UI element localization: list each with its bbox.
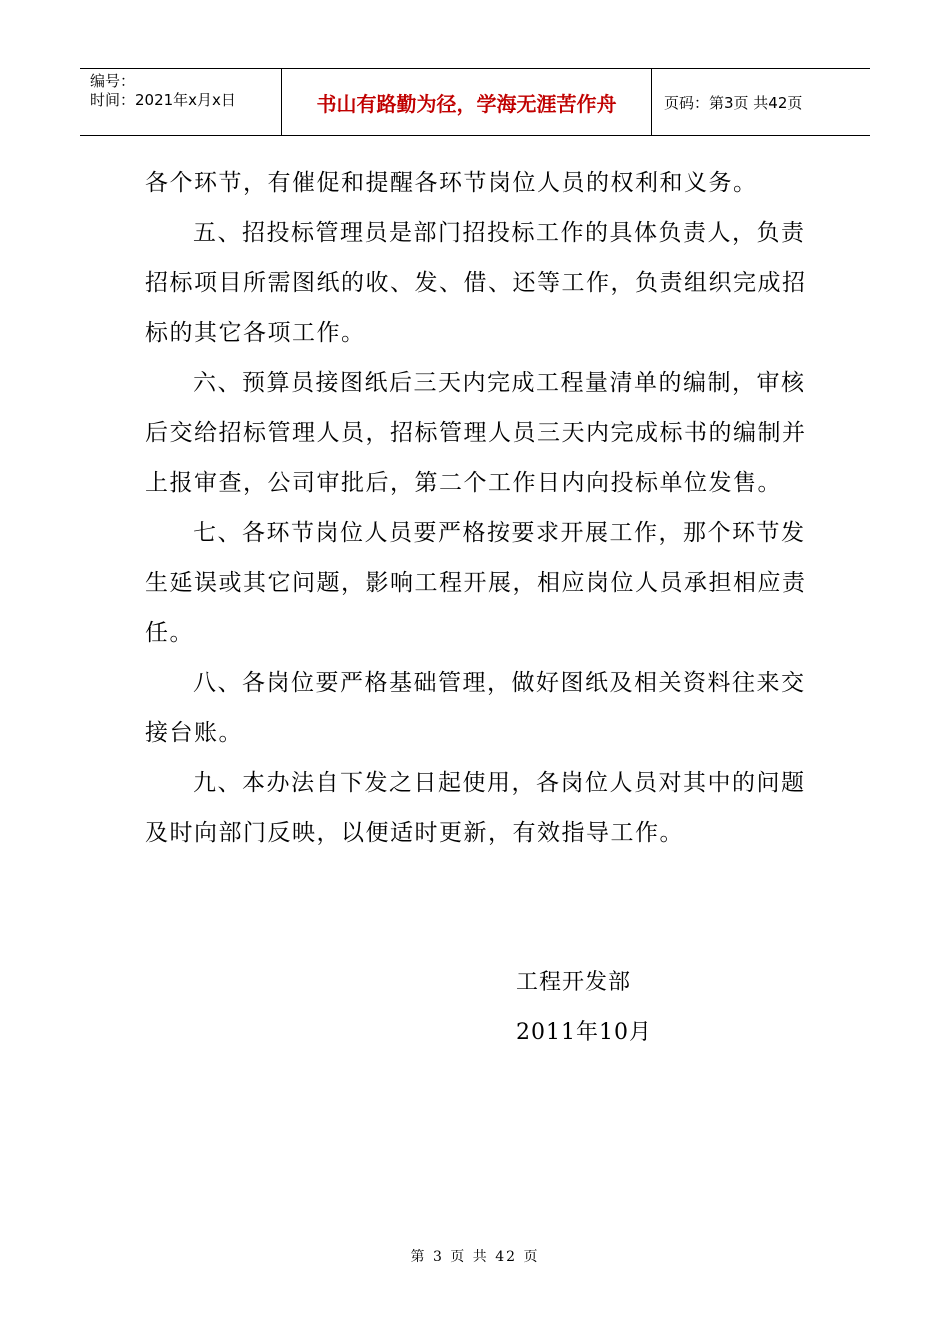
header-motto: 书山有路勤为径，学海无涯苦作舟 (282, 69, 652, 135)
document-number-label: 编号： (90, 72, 136, 90)
header-page-info: 页码：第3页 共42页 (664, 93, 803, 112)
document-body (145, 158, 807, 858)
paragraph: 五、招投标管理员是部门招投标工作的具体负责人，负责招标项目所需图纸的收、发、借、还等工作，负责组织完成招标的其它各项工作。 (145, 220, 807, 346)
paragraph: 七、各环节岗位人员要严格按要求开展工作，那个环节发生延误或其它问题，影响工程开展，相应岗位人员承担相应责任。 (145, 520, 807, 646)
page-footer: 第 3 页 共 42 页 (410, 1249, 540, 1265)
document-header (80, 68, 870, 136)
document-time-label: 时间：2021年x月x日 (90, 91, 236, 109)
paragraph: 各个环节，有催促和提醒各环节岗位人员的权利和义务。 (145, 170, 758, 196)
paragraph: 九、本办法自下发之日起使用，各岗位人员对其中的问题及时向部门反映，以便适时更新，有效指导工作。 (145, 770, 806, 846)
signature-block (516, 958, 652, 1058)
signature-department: 工程开发部 (516, 970, 632, 995)
paragraph: 八、各岗位要严格基础管理，做好图纸及相关资料往来交接台账。 (145, 670, 806, 746)
paragraph: 六、预算员接图纸后三天内完成工程量清单的编制，审核后交给招标管理人员，招标管理人员三天内完成标书的编制并上报审查，公司审批后，第二个工作日内向投标单位发售。 (145, 370, 807, 496)
signature-date: 2011年10月 (516, 1020, 652, 1045)
header-meta (80, 69, 282, 135)
